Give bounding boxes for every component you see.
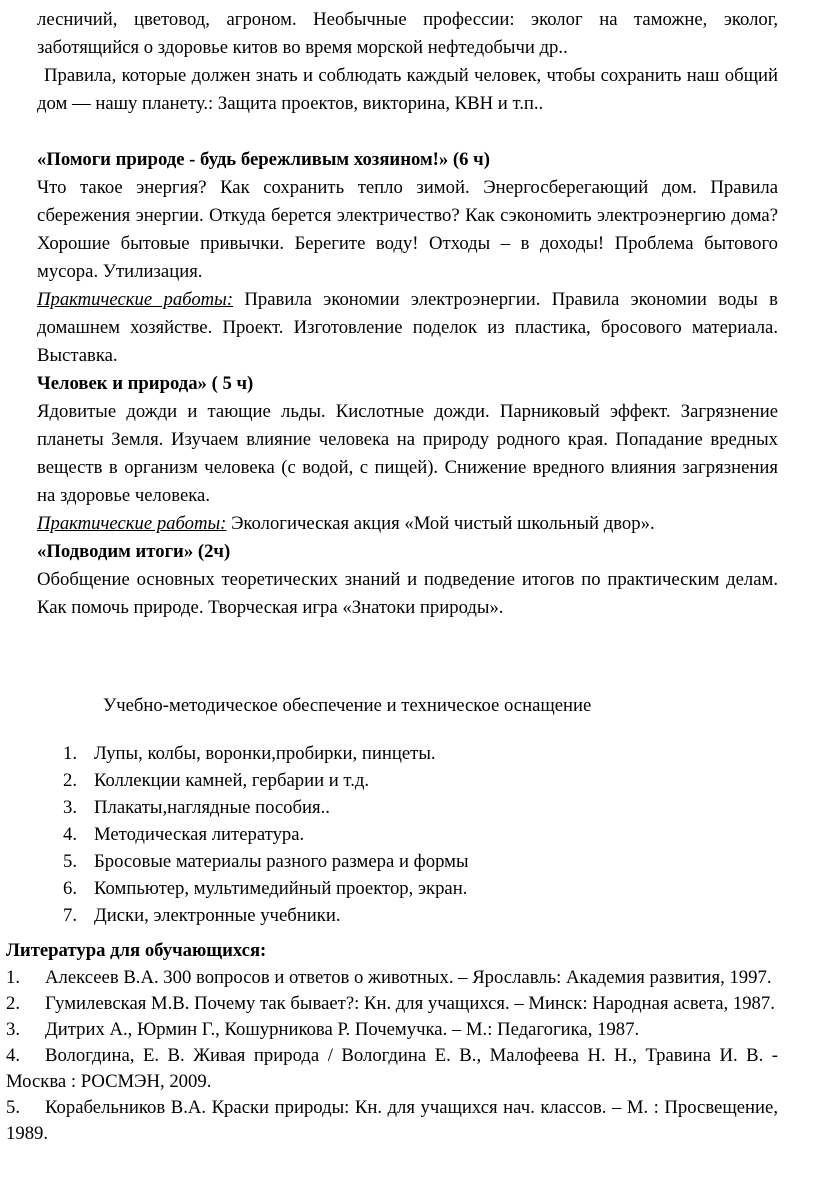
list-item bbox=[6, 1095, 778, 1147]
list-item bbox=[63, 875, 778, 902]
list-item-text: Дитрих А., Юрмин Г., Кошурникова Р. Почемучка. – М.: Педагогика, 1987. bbox=[45, 1019, 640, 1040]
section-heading-human-nature: Человек и природа» ( 5 ч) bbox=[37, 373, 254, 394]
list-item-number: 2. bbox=[6, 993, 21, 1014]
list-item-number: 6. bbox=[63, 878, 78, 899]
list-item-text: Диски, электронные учебники. bbox=[94, 905, 341, 926]
section-heading-results: «Подводим итоги» (2ч) bbox=[37, 541, 231, 562]
practical-works-2-text: Экологическая акция «Мой чистый школьный двор». bbox=[226, 513, 655, 534]
list-item-text: Методическая литература. bbox=[94, 824, 305, 845]
list-item-number: 4. bbox=[6, 1045, 21, 1066]
list-item-text: Алексеев В.А. 300 вопросов и ответов о животных. – Ярославль: Академия развития, 1997. bbox=[45, 967, 772, 988]
practical-works-paragraph-1 bbox=[37, 286, 778, 370]
list-item-text: Лупы, колбы, воронки,пробирки, пинцеты. bbox=[94, 743, 436, 764]
equipment-list bbox=[63, 740, 778, 929]
list-item-number: 3. bbox=[63, 797, 78, 818]
list-item-text: Вологдина, Е. В. Живая природа / Вологдина Е. В., Малофеева Н. Н., Травина И. В. - Москва : РОСМЭН, 2009. bbox=[6, 1045, 778, 1092]
list-item bbox=[6, 991, 778, 1017]
list-item bbox=[63, 821, 778, 848]
list-item-number: 7. bbox=[63, 905, 78, 926]
section-body-results: Обобщение основных теоретических знаний и подведение итогов по практическим делам. Как помочь природе. Творческая игра «Знатоки природы». bbox=[37, 569, 778, 618]
literature-section bbox=[6, 937, 778, 1147]
list-item bbox=[63, 902, 778, 929]
list-item bbox=[6, 1017, 778, 1043]
list-item bbox=[63, 740, 778, 767]
paragraph-rules: Правила, которые должен знать и соблюдать каждый человек, чтобы сохранить наш общий дом — нашу планету.: Защита проектов, викторина, КВН и т.п.. bbox=[37, 65, 778, 114]
list-item-text: Гумилевская М.В. Почему так бывает?: Кн. для учащихся. – Минск: Народная асвета, 1987. bbox=[45, 993, 775, 1014]
list-item-number: 3. bbox=[6, 1019, 21, 1040]
list-item-number: 1. bbox=[63, 743, 78, 764]
list-item-text: Коллекции камней, гербарии и т.д. bbox=[94, 770, 370, 791]
literature-heading: Литература для обучающихся: bbox=[6, 940, 267, 961]
list-item bbox=[63, 794, 778, 821]
practical-works-1-text: Правила экономии электроэнергии. Правила экономии воды в домашнем хозяйстве. Проект. Изготовление поделок из пластика, бросового материала. Выставка. bbox=[37, 289, 778, 366]
list-item bbox=[6, 965, 778, 991]
list-item-text: Компьютер, мультимедийный проектор, экран. bbox=[94, 878, 468, 899]
equipment-section-title: Учебно-методическое обеспечение и техническое оснащение bbox=[103, 695, 592, 716]
section-body-human-nature: Ядовитые дожди и тающие льды. Кислотные дожди. Парниковый эффект. Загрязнение планеты Земля. Изучаем влияние человека на природу родного края. Попадание вредных веществ в организм человека (с водой, с пищей). Снижение вредного влияния загрязнения на здоровье человека. bbox=[37, 401, 778, 506]
list-item bbox=[6, 1043, 778, 1095]
list-item bbox=[63, 848, 778, 875]
list-item bbox=[63, 767, 778, 794]
paragraph-professions: лесничий, цветовод, агроном. Необычные профессии: эколог на таможне, эколог, заботящийся о здоровье китов во время морской нефтедобычи др.. bbox=[37, 9, 778, 58]
practical-works-2-label: Практические работы: bbox=[37, 513, 227, 534]
list-item-number: 1. bbox=[6, 967, 21, 988]
section-body-help-nature: Что такое энергия? Как сохранить тепло зимой. Энергосберегающий дом. Правила сбережения энергии. Откуда берется электричество? Как сэкономить электроэнергию дома? Хорошие бытовые привычки. Берегите воду! Отходы – в доходы! Проблема бытового мусора. Утилизация. bbox=[37, 177, 778, 282]
section-heading-help-nature: «Помоги природе - будь бережливым хозяином!» (6 ч) bbox=[37, 149, 490, 170]
practical-works-paragraph-2 bbox=[37, 510, 778, 538]
list-item-number: 4. bbox=[63, 824, 78, 845]
practical-works-1-label: Практические работы: bbox=[37, 289, 234, 310]
list-item-text: Бросовые материалы разного размера и формы bbox=[94, 851, 469, 872]
list-item-number: 5. bbox=[6, 1097, 21, 1118]
list-item-text: Плакаты,наглядные пособия.. bbox=[94, 797, 330, 818]
list-item-number: 5. bbox=[63, 851, 78, 872]
list-item-text: Корабельников В.А. Краски природы: Кн. для учащихся нач. классов. – М. : Просвещение, 1989. bbox=[6, 1097, 778, 1144]
list-item-number: 2. bbox=[63, 770, 78, 791]
